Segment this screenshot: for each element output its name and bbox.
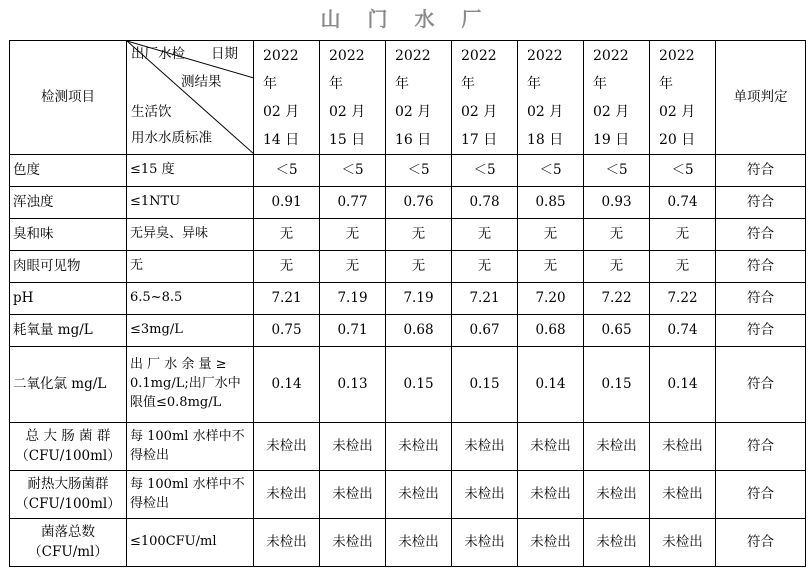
- date-header: 2022 年 02 月 18 日: [518, 41, 584, 155]
- result-cell: ＜5: [320, 155, 386, 187]
- standard-cell: 每 100ml 水样中不 得检出: [127, 471, 254, 519]
- verdict-cell: 符合: [716, 219, 806, 251]
- standard-cell: ≤3mg/L: [127, 315, 254, 347]
- table-row: [10, 423, 806, 471]
- result-cell: 无: [650, 219, 716, 251]
- result-cell: 7.21: [254, 283, 320, 315]
- result-cell: ＜5: [650, 155, 716, 187]
- result-cell: 7.21: [452, 283, 518, 315]
- result-cell: 未检出: [518, 471, 584, 519]
- item-column-header: 检测项目: [10, 41, 127, 155]
- standard-cell: ≤15 度: [127, 155, 254, 187]
- verdict-cell: 符合: [716, 423, 806, 471]
- result-cell: ＜5: [518, 155, 584, 187]
- water-quality-table: [9, 40, 806, 567]
- table-row: [10, 347, 806, 423]
- verdict-column-header: 单项判定: [716, 41, 806, 155]
- standard-cell: 无异臭、异味: [127, 219, 254, 251]
- result-cell: 未检出: [650, 519, 716, 567]
- result-cell: 未检出: [386, 519, 452, 567]
- result-cell: 未检出: [320, 519, 386, 567]
- result-cell: 0.91: [254, 187, 320, 219]
- result-cell: 无: [518, 219, 584, 251]
- result-cell: ＜5: [386, 155, 452, 187]
- result-cell: 未检出: [452, 519, 518, 567]
- diag-top-right-label: 日期: [211, 46, 238, 62]
- result-cell: 未检出: [584, 423, 650, 471]
- result-cell: ＜5: [584, 155, 650, 187]
- verdict-cell: 符合: [716, 251, 806, 283]
- result-cell: 未检出: [254, 423, 320, 471]
- date-header: 2022 年 02 月 20 日: [650, 41, 716, 155]
- result-cell: 未检出: [650, 471, 716, 519]
- item-name-cell: 二氧化氯 mg/L: [10, 347, 127, 423]
- item-name-cell: 耐热大肠菌群 （CFU/100ml）: [10, 471, 127, 519]
- item-name-cell: 色度: [10, 155, 127, 187]
- item-name-cell: 总 大 肠 菌 群 （CFU/100ml）: [10, 423, 127, 471]
- header-row: [10, 41, 806, 155]
- date-header: 2022 年 02 月 16 日: [386, 41, 452, 155]
- result-cell: ＜5: [254, 155, 320, 187]
- result-cell: 未检出: [254, 471, 320, 519]
- result-cell: 0.13: [320, 347, 386, 423]
- result-cell: 无: [584, 219, 650, 251]
- result-cell: 未检出: [320, 423, 386, 471]
- result-cell: 无: [386, 219, 452, 251]
- result-cell: 0.14: [518, 347, 584, 423]
- result-cell: 0.76: [386, 187, 452, 219]
- table-row: [10, 251, 806, 283]
- verdict-cell: 符合: [716, 471, 806, 519]
- date-header: 2022 年 02 月 19 日: [584, 41, 650, 155]
- result-cell: 未检出: [584, 471, 650, 519]
- result-cell: 0.15: [584, 347, 650, 423]
- verdict-cell: 符合: [716, 283, 806, 315]
- result-cell: 无: [386, 251, 452, 283]
- result-cell: 0.15: [386, 347, 452, 423]
- result-cell: 无: [254, 219, 320, 251]
- result-cell: 7.22: [584, 283, 650, 315]
- table-row: [10, 219, 806, 251]
- standard-cell: 出 厂 水 余 量 ≥ 0.1mg/L;出厂水中 限值≤0.8mg/L: [127, 347, 254, 423]
- standard-cell: 6.5~8.5: [127, 283, 254, 315]
- result-cell: 7.19: [320, 283, 386, 315]
- date-header: 2022 年 02 月 17 日: [452, 41, 518, 155]
- result-cell: 未检出: [452, 471, 518, 519]
- verdict-cell: 符合: [716, 315, 806, 347]
- table-row: [10, 519, 806, 567]
- result-cell: 0.75: [254, 315, 320, 347]
- result-cell: 未检出: [254, 519, 320, 567]
- result-cell: 无: [452, 219, 518, 251]
- result-cell: 0.15: [452, 347, 518, 423]
- result-cell: 无: [254, 251, 320, 283]
- result-cell: 未检出: [518, 423, 584, 471]
- table-row: [10, 471, 806, 519]
- result-cell: 未检出: [386, 423, 452, 471]
- result-cell: 未检出: [386, 471, 452, 519]
- result-cell: 0.65: [584, 315, 650, 347]
- result-cell: 0.71: [320, 315, 386, 347]
- result-cell: 0.74: [650, 315, 716, 347]
- result-cell: 0.68: [518, 315, 584, 347]
- result-cell: ＜5: [452, 155, 518, 187]
- result-cell: 无: [584, 251, 650, 283]
- result-cell: 0.78: [452, 187, 518, 219]
- result-cell: 未检出: [650, 423, 716, 471]
- diag-bottom-label-1: 生活饮: [131, 104, 172, 120]
- result-cell: 0.14: [650, 347, 716, 423]
- result-cell: 0.77: [320, 187, 386, 219]
- result-cell: 未检出: [320, 471, 386, 519]
- result-cell: 无: [452, 251, 518, 283]
- result-cell: 无: [650, 251, 716, 283]
- result-cell: 0.85: [518, 187, 584, 219]
- table-row: [10, 155, 806, 187]
- table-row: [10, 283, 806, 315]
- date-header: 2022 年 02 月 14 日: [254, 41, 320, 155]
- result-cell: 0.93: [584, 187, 650, 219]
- item-name-cell: 臭和味: [10, 219, 127, 251]
- standard-cell: ≤1NTU: [127, 187, 254, 219]
- table-row: [10, 187, 806, 219]
- result-cell: 0.74: [650, 187, 716, 219]
- result-cell: 0.14: [254, 347, 320, 423]
- diag-top-left-label: 出厂水检: [131, 46, 185, 62]
- result-cell: 0.68: [386, 315, 452, 347]
- result-cell: 7.19: [386, 283, 452, 315]
- verdict-cell: 符合: [716, 347, 806, 423]
- result-cell: 无: [320, 219, 386, 251]
- diagonal-header-cell: [127, 41, 254, 155]
- item-name-cell: 耗氧量 mg/L: [10, 315, 127, 347]
- verdict-cell: 符合: [716, 519, 806, 567]
- diag-bottom-label-2: 用水水质标准: [131, 130, 212, 146]
- result-cell: 未检出: [518, 519, 584, 567]
- result-cell: 未检出: [452, 423, 518, 471]
- result-cell: 7.22: [650, 283, 716, 315]
- table-row: [10, 315, 806, 347]
- result-cell: 无: [518, 251, 584, 283]
- verdict-cell: 符合: [716, 155, 806, 187]
- date-header: 2022 年 02 月 15 日: [320, 41, 386, 155]
- result-cell: 7.20: [518, 283, 584, 315]
- item-name-cell: 浑浊度: [10, 187, 127, 219]
- standard-cell: 每 100ml 水样中不 得检出: [127, 423, 254, 471]
- item-name-cell: 肉眼可见物: [10, 251, 127, 283]
- item-name-cell: 菌落总数 （CFU/ml）: [10, 519, 127, 567]
- result-cell: 未检出: [584, 519, 650, 567]
- page-title: 山 门 水 厂: [320, 7, 492, 31]
- standard-cell: 无: [127, 251, 254, 283]
- standard-cell: ≤100CFU/ml: [127, 519, 254, 567]
- verdict-cell: 符合: [716, 187, 806, 219]
- item-name-cell: pH: [10, 283, 127, 315]
- result-cell: 无: [320, 251, 386, 283]
- diag-mid-label: 测结果: [181, 74, 222, 90]
- result-cell: 0.67: [452, 315, 518, 347]
